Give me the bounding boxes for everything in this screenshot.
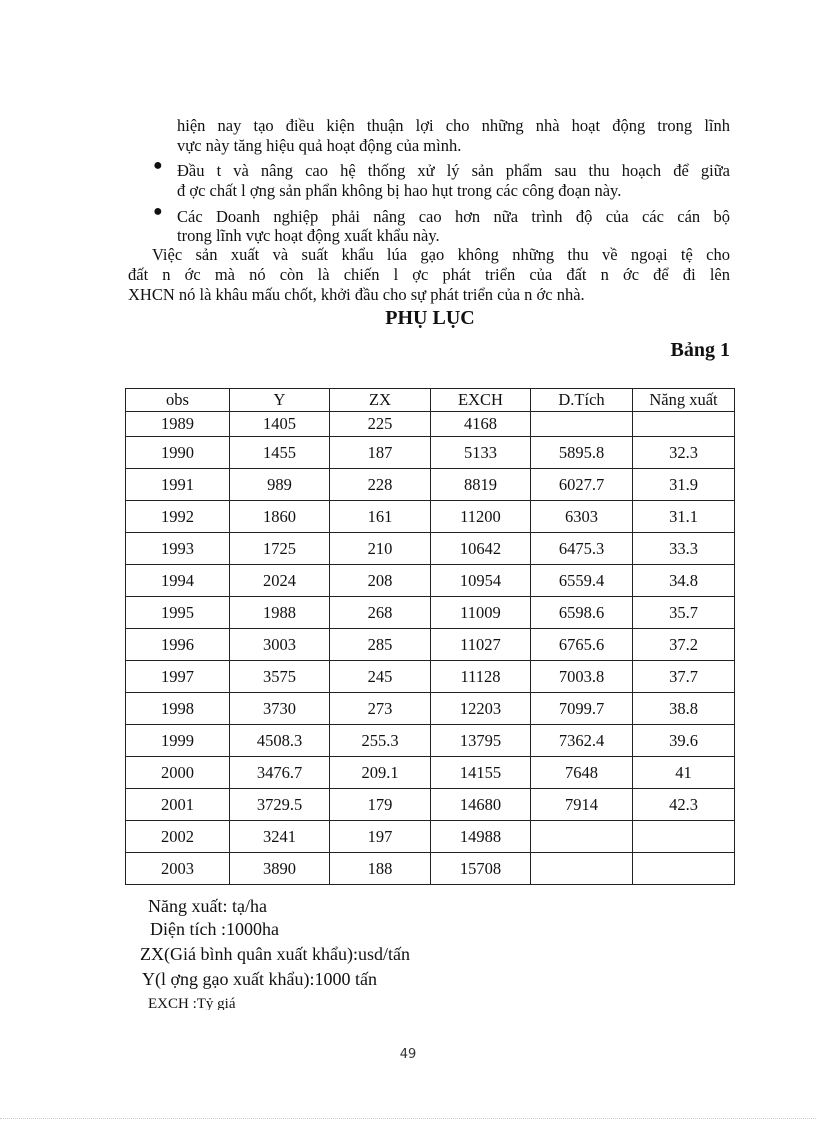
table-row xyxy=(126,533,735,565)
table-cell: 13795 xyxy=(431,725,531,757)
table-row xyxy=(126,853,735,885)
bullet-line: Các Doanh nghiệp phải nâng cao hơn nữa trình độ của các cán bộ xyxy=(177,207,730,226)
table-cell: 14988 xyxy=(431,821,531,853)
table-cell: 273 xyxy=(330,693,431,725)
table-cell: 11027 xyxy=(431,629,531,661)
table-cell: 6598.6 xyxy=(531,597,633,629)
table-cell: 6765.6 xyxy=(531,629,633,661)
table-cell: 1860 xyxy=(230,501,330,533)
table-cell: 37.2 xyxy=(633,629,735,661)
table-cell: 5895.8 xyxy=(531,437,633,469)
table-cell: 3476.7 xyxy=(230,757,330,789)
table-cell: 39.6 xyxy=(633,725,735,757)
page-heading: PHỤ LỤC xyxy=(385,307,475,329)
column-header: D.Tích xyxy=(531,389,633,412)
table-cell: 285 xyxy=(330,629,431,661)
table-cell: 2002 xyxy=(126,821,230,853)
bullet-line: đ ợc chất l ợng sản phẩn không bị hao hụt trong các công đoạn này. xyxy=(177,181,622,200)
table-row xyxy=(126,693,735,725)
table-cell: 4508.3 xyxy=(230,725,330,757)
bullet-icon: ● xyxy=(153,157,163,174)
table-cell: 11128 xyxy=(431,661,531,693)
table-cell: 31.1 xyxy=(633,501,735,533)
column-header: EXCH xyxy=(431,389,531,412)
table-cell: 8819 xyxy=(431,469,531,501)
table-cell: 1990 xyxy=(126,437,230,469)
table-cell: 3890 xyxy=(230,853,330,885)
table-cell xyxy=(633,412,735,437)
table-cell: 197 xyxy=(330,821,431,853)
column-header: obs xyxy=(126,389,230,412)
table-row xyxy=(126,565,735,597)
table-cell: 1992 xyxy=(126,501,230,533)
note-line: Năng xuất: tạ/ha xyxy=(148,896,267,916)
table-cell: 1455 xyxy=(230,437,330,469)
table-cell: 15708 xyxy=(431,853,531,885)
column-header: ZX xyxy=(330,389,431,412)
table-row xyxy=(126,821,735,853)
table-cell: 1989 xyxy=(126,412,230,437)
table-cell: 1725 xyxy=(230,533,330,565)
note-line: Y(l ợng gạo xuất khẩu):1000 tấn xyxy=(142,969,377,989)
table-cell: 33.3 xyxy=(633,533,735,565)
table-cell: 14680 xyxy=(431,789,531,821)
table-cell: 7003.8 xyxy=(531,661,633,693)
table-cell xyxy=(531,412,633,437)
table-cell: 1998 xyxy=(126,693,230,725)
column-header: Năng xuất xyxy=(633,389,735,412)
table-title: Bảng 1 xyxy=(670,339,730,361)
table-cell: 3575 xyxy=(230,661,330,693)
table-header-row xyxy=(126,389,735,412)
column-header: Y xyxy=(230,389,330,412)
table-cell: 37.7 xyxy=(633,661,735,693)
table-row xyxy=(126,469,735,501)
table-cell: 12203 xyxy=(431,693,531,725)
table-cell: 7648 xyxy=(531,757,633,789)
table-cell: 31.9 xyxy=(633,469,735,501)
table-cell: 32.3 xyxy=(633,437,735,469)
table-row xyxy=(126,629,735,661)
table-cell: 1999 xyxy=(126,725,230,757)
table-cell: 210 xyxy=(330,533,431,565)
table-body xyxy=(126,412,735,885)
table-cell: 11200 xyxy=(431,501,531,533)
table-cell: 42.3 xyxy=(633,789,735,821)
table-row xyxy=(126,661,735,693)
table-cell xyxy=(633,853,735,885)
table-row xyxy=(126,412,735,437)
table-cell: 2024 xyxy=(230,565,330,597)
table-cell: 11009 xyxy=(431,597,531,629)
table-cell xyxy=(531,821,633,853)
table-cell: 35.7 xyxy=(633,597,735,629)
note-line: Diện tích :1000ha xyxy=(150,919,279,939)
table-cell: 208 xyxy=(330,565,431,597)
paragraph-line: hiện nay tạo điều kiện thuận lợi cho những nhà hoạt động trong lĩnh xyxy=(177,116,730,135)
table-cell: 3729.5 xyxy=(230,789,330,821)
table-cell: 255.3 xyxy=(330,725,431,757)
table-cell: 10954 xyxy=(431,565,531,597)
data-table xyxy=(125,388,735,885)
bullet-line: Đầu t và nâng cao hệ thống xử lý sản phẩm sau thu hoạch để giữa xyxy=(177,161,730,180)
table-cell: 245 xyxy=(330,661,431,693)
table-cell: 225 xyxy=(330,412,431,437)
table-row xyxy=(126,501,735,533)
table-cell: 1988 xyxy=(230,597,330,629)
table-cell: 6475.3 xyxy=(531,533,633,565)
table-cell: 7362.4 xyxy=(531,725,633,757)
paragraph-line: XHCN nó là khâu mấu chốt, khởi đầu cho sự phát triển của n ớc nhà. xyxy=(128,285,585,304)
table-cell: 1995 xyxy=(126,597,230,629)
table-row xyxy=(126,757,735,789)
table-cell: 228 xyxy=(330,469,431,501)
table-cell: 38.8 xyxy=(633,693,735,725)
bullet-icon: ● xyxy=(153,203,163,220)
table-cell: 6027.7 xyxy=(531,469,633,501)
table-cell: 4168 xyxy=(431,412,531,437)
table-cell: 3730 xyxy=(230,693,330,725)
table-cell xyxy=(531,853,633,885)
table-cell: 7099.7 xyxy=(531,693,633,725)
table-row xyxy=(126,725,735,757)
table-cell: 2000 xyxy=(126,757,230,789)
table-cell: 14155 xyxy=(431,757,531,789)
table-cell: 5133 xyxy=(431,437,531,469)
paragraph-line: đất n ớc mà nó còn là chiến l ợc phát triển của đất n ớc để đi lên xyxy=(128,265,730,284)
table-cell: 1996 xyxy=(126,629,230,661)
table-cell: 179 xyxy=(330,789,431,821)
note-line: ZX(Giá bình quân xuất khẩu):usd/tấn xyxy=(140,944,410,964)
table-cell: 6303 xyxy=(531,501,633,533)
table-cell xyxy=(633,821,735,853)
table-cell: 1991 xyxy=(126,469,230,501)
table-cell: 6559.4 xyxy=(531,565,633,597)
table-cell: 7914 xyxy=(531,789,633,821)
table-cell: 10642 xyxy=(431,533,531,565)
table-cell: 161 xyxy=(330,501,431,533)
table-cell: 34.8 xyxy=(633,565,735,597)
paragraph-line: Việc sản xuất và suất khẩu lúa gạo không những thu về ngoại tệ cho xyxy=(152,245,730,264)
page-bottom-rule xyxy=(0,1118,816,1119)
table-cell: 2003 xyxy=(126,853,230,885)
table-cell: 1405 xyxy=(230,412,330,437)
paragraph-line: vực này tăng hiệu quả hoạt động của mình. xyxy=(177,136,462,155)
table-cell: 3003 xyxy=(230,629,330,661)
table-cell: 2001 xyxy=(126,789,230,821)
table-cell: 209.1 xyxy=(330,757,431,789)
table-cell: 41 xyxy=(633,757,735,789)
table-row xyxy=(126,437,735,469)
table-cell: 1997 xyxy=(126,661,230,693)
table-cell: 268 xyxy=(330,597,431,629)
table-row xyxy=(126,789,735,821)
table-cell: 188 xyxy=(330,853,431,885)
table-cell: 1994 xyxy=(126,565,230,597)
table-cell: 1993 xyxy=(126,533,230,565)
page-number: 49 xyxy=(399,1047,417,1062)
table-row xyxy=(126,597,735,629)
note-line: EXCH :Tỷ giá xyxy=(148,996,236,1010)
table-cell: 3241 xyxy=(230,821,330,853)
bullet-line: trong lĩnh vực hoạt động xuất khẩu này. xyxy=(177,226,440,245)
table-cell: 187 xyxy=(330,437,431,469)
table-cell: 989 xyxy=(230,469,330,501)
